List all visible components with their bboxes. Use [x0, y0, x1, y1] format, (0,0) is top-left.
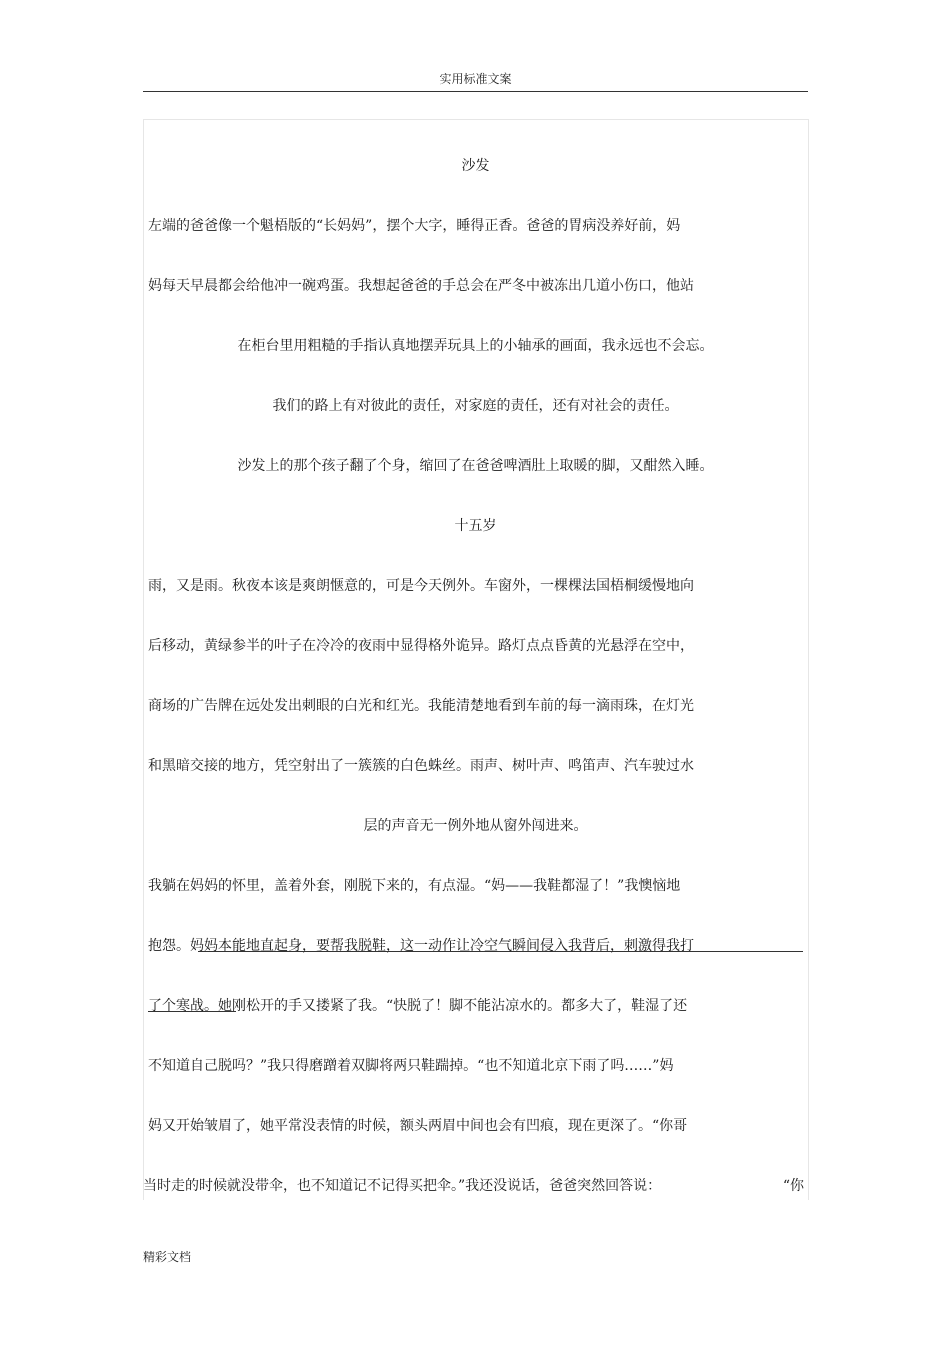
paragraph-line: 左端的爸爸像一个魁梧版的“长妈妈”，摆个大字，睡得正香。爸爸的胃病没养好前，妈	[148, 218, 681, 234]
paragraph-line: 在柜台里用粗糙的手指认真地摆弄玩具上的小轴承的画面，我永远也不会忘。	[237, 338, 714, 354]
paragraph-line: 后移动，黄绿参半的叶子在冷冷的夜雨中显得格外诡异。路灯点点昏黄的光悬浮在空中，	[148, 638, 694, 654]
paragraph-line: 雨，又是雨。秋夜本该是爽朗惬意的，可是今天例外。车窗外，一棵棵法国梧桐缓慢地向	[148, 578, 694, 594]
paragraph-line: 我们的路上有对彼此的责任，对家庭的责任，还有对社会的责任。	[272, 398, 679, 414]
paragraph-line: 不知道自己脱吗？”我只得磨蹭着双脚将两只鞋踹掉。“也不知道北京下雨了吗……”妈	[148, 1058, 674, 1074]
text-underline	[148, 1011, 236, 1012]
paragraph-line: 沙发上的那个孩子翻了个身，缩回了在爸爸啤酒肚上取暖的脚，又酣然入睡。	[237, 458, 714, 474]
page-header: 实用标准文案	[439, 72, 512, 86]
paragraph-line-tail: “你	[782, 1178, 804, 1194]
paragraph-line-text: 当时走的时候就没带伞，也不知道记不记得买把伞。”我还没说话，爸爸突然回答说：	[143, 1178, 662, 1194]
paragraph-line: 了个寒战。她刚松开的手又搂紧了我。“快脱了！脚不能沾凉水的。都多大了，鞋湿了还	[148, 998, 688, 1014]
paragraph-line: 层的声音无一例外地从窗外闯进来。	[363, 818, 588, 834]
page-footer: 精彩文档	[143, 1250, 192, 1264]
section-title-fifteen: 十五岁	[454, 518, 497, 534]
paragraph-line: 我躺在妈妈的怀里，盖着外套，刚脱下来的，有点湿。“妈——我鞋都湿了！”我懊恼地	[148, 878, 681, 894]
text-underline	[198, 951, 803, 952]
paragraph-line: 商场的广告牌在远处发出刺眼的白光和红光。我能清楚地看到车前的每一滴雨珠，在灯光	[148, 698, 694, 714]
paragraph-line: 妈每天早晨都会给他冲一碗鸡蛋。我想起爸爸的手总会在严冬中被冻出几道小伤口，他站	[148, 278, 694, 294]
paragraph-line-last	[143, 1177, 808, 1195]
section-title-sofa: 沙发	[461, 158, 490, 174]
paragraph-line: 抱怨。妈妈本能地直起身，要帮我脱鞋，这一动作让冷空气瞬间侵入我背后，刺激得我打	[148, 938, 694, 954]
paragraph-line: 妈又开始皱眉了，她平常没表情的时候，额头两眉中间也会有凹痕，现在更深了。“你哥	[148, 1118, 688, 1134]
paragraph-line: 和黑暗交接的地方，凭空射出了一簇簇的白色蛛丝。雨声、树叶声、鸣笛声、汽车驶过水	[148, 758, 694, 774]
header-divider	[143, 91, 808, 92]
